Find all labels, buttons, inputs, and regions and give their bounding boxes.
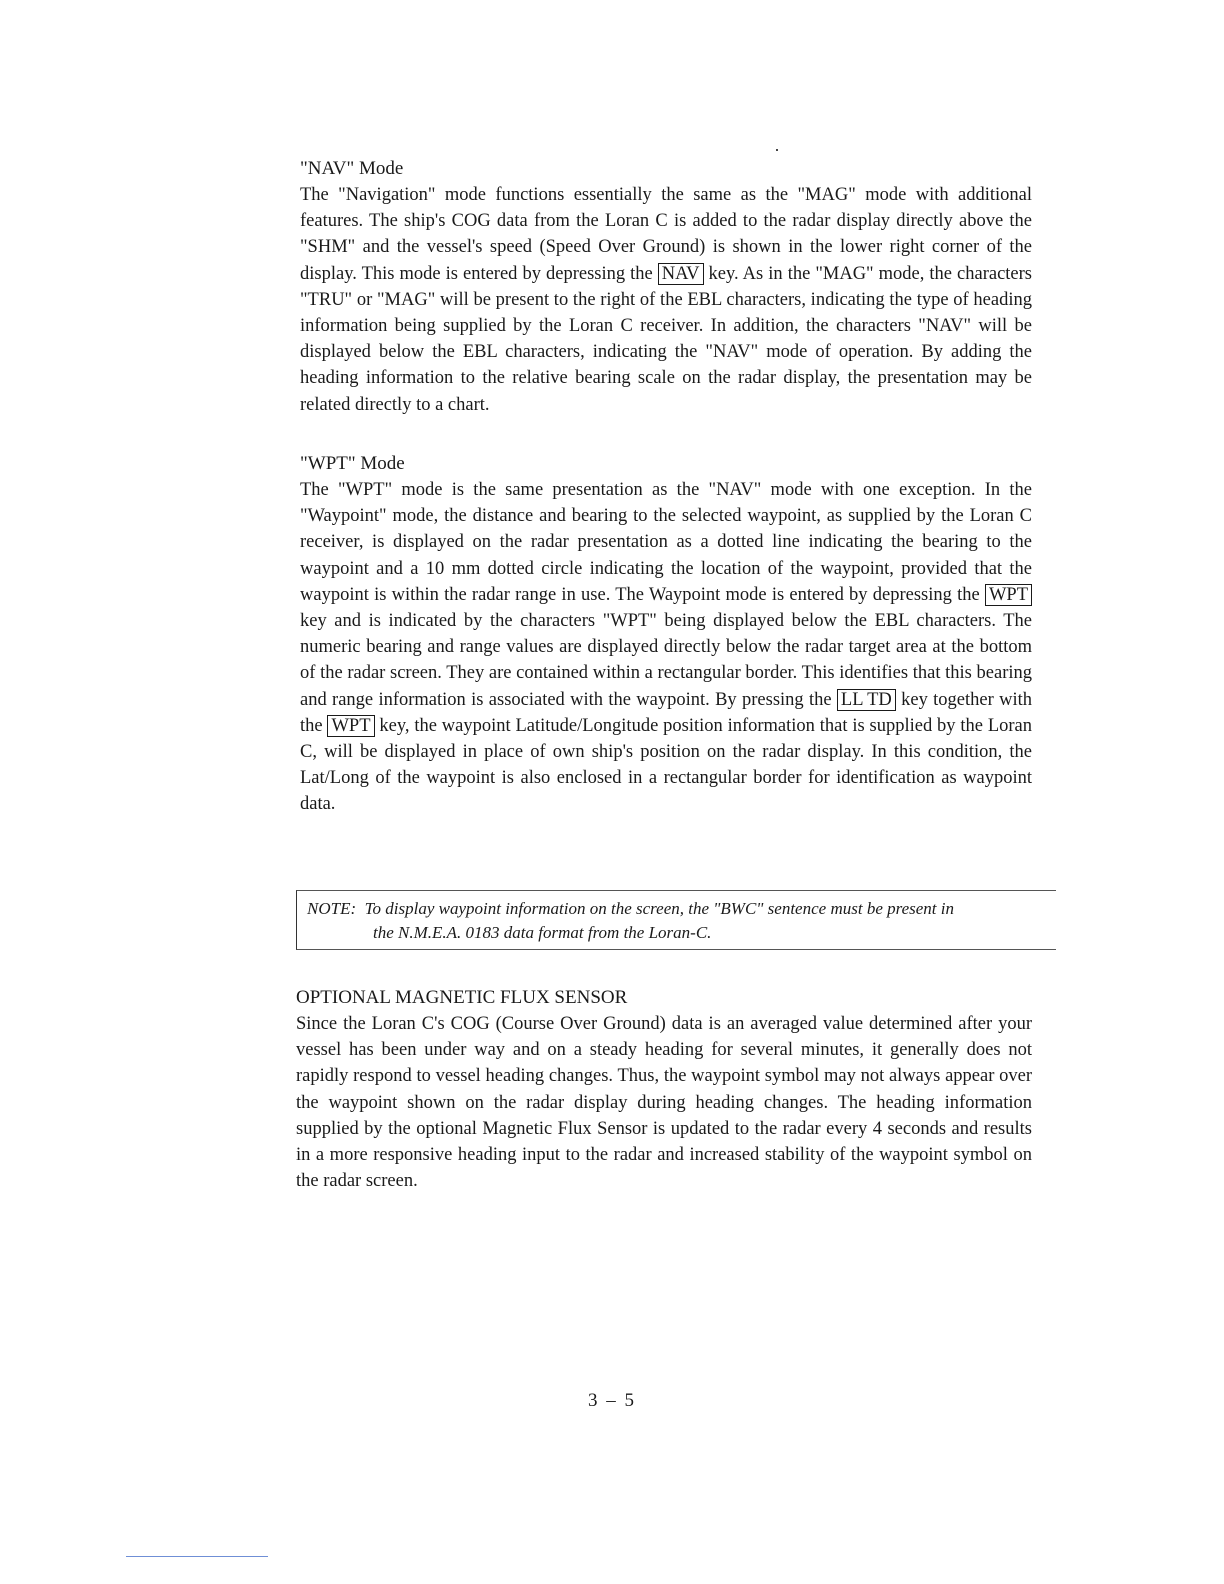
flux-sensor-heading: OPTIONAL MAGNETIC FLUX SENSOR — [296, 987, 628, 1008]
note-box — [296, 890, 1056, 950]
note-line-2: the N.M.E.A. 0183 data format from the Loran-C. — [373, 923, 712, 942]
wpt-mode-text-2: key and is indicated by the characters "WPT" being displayed below the EBL characters. The numeric bearing and range values are displayed directly below the radar target area at the bottom of the radar screen. They are contained within a rectangular border. This identifies that this bearing and range information is associated with the waypoint. By pressing the — [300, 611, 1032, 710]
nav-mode-paragraph — [300, 182, 1032, 418]
wpt-mode-paragraph — [300, 477, 1032, 818]
ll-td-key: LL TD — [837, 689, 896, 711]
flux-sensor-section — [296, 985, 1032, 1194]
page-number: 3 – 5 — [588, 1390, 636, 1411]
nav-mode-text-2: key. As in the "MAG" mode, the characters "TRU" or "MAG" will be present to the right of the EBL characters, indicating the type of heading information being supplied by the Loran C receiver. In addition, the characters "NAV" will be displayed below the EBL characters, indicating the "NAV" mode of operation. By adding the heading information to the relative bearing scale on the radar display, the presentation may be related directly to a chart. — [300, 263, 1032, 415]
wpt-mode-text-3: key together with the — [300, 689, 1032, 736]
nav-mode-section — [300, 156, 1032, 418]
nav-mode-heading: "NAV" Mode — [300, 158, 404, 179]
wpt-mode-section — [300, 451, 1032, 818]
wpt-mode-heading: "WPT" Mode — [300, 453, 405, 474]
wpt-mode-text-1: The "WPT" mode is the same presentation as the "NAV" mode with one exception. In the "Waypoint" mode, the distance and bearing to the selected waypoint, as supplied by the Loran C receiver, is displayed on the radar presentation as a dotted line indicating the bearing to the waypoint and a 10 mm dotted circle indicating the location of the waypoint, provided that the waypoint is within the radar range in use. The Waypoint mode is entered by depressing the — [300, 480, 1032, 605]
note-text-1: To display waypoint information on the screen, the "BWC" sentence must be present in — [364, 899, 954, 918]
wpt-mode-text-4: key, the waypoint Latitude/Longitude position information that is supplied by the Loran C, will be displayed in place of own ship's position on the radar display. In this condition, the Lat/Long of the waypoint is also enclosed in a rectangular border for identification as waypoint data. — [300, 715, 1032, 815]
note-line-1 — [307, 897, 1046, 921]
nav-mode-text-1: The "Navigation" mode functions essentially the same as the "MAG" mode with additional features. The ship's COG data from the Loran C is added to the radar display directly above the "SHM" and the vessel's speed (Speed Over Ground) is shown in the lower right corner of the display. This mode is entered by depressing the — [300, 185, 1032, 284]
wpt-key-2: WPT — [327, 715, 374, 737]
scan-speck — [776, 149, 778, 151]
flux-sensor-paragraph: Since the Loran C's COG (Course Over Ground) data is an averaged value determined after your vessel has been under way and on a steady heading for several minutes, it generally does not rapidly respond to vessel heading changes. Thus, the waypoint symbol may not always appear over the waypoint shown on the radar display during heading changes. The heading information supplied by the optional Magnetic Flux Sensor is updated to the radar every 4 seconds and results in a more responsive heading input to the radar and increased stability of the waypoint symbol on the radar screen. — [296, 1014, 1032, 1192]
wpt-key: WPT — [985, 584, 1032, 606]
nav-key: NAV — [658, 263, 704, 285]
footnote-rule — [126, 1556, 268, 1557]
note-label: NOTE: — [307, 899, 357, 918]
